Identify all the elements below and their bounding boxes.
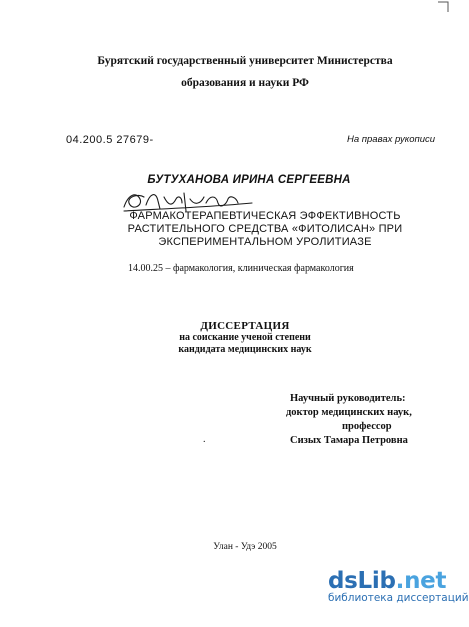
title-line-2: РАСТИТЕЛЬНОГО СРЕДСТВА «ФИТОЛИСАН» ПРИ — [127, 223, 403, 235]
author-name: БУТУХАНОВА ИРИНА СЕРГЕЕВНА — [147, 174, 351, 186]
watermark-brand-main: dsLib — [328, 568, 396, 594]
institution-header — [80, 50, 410, 94]
specialty-code: 14.00.25 – фармакология, клиническая фармакология — [128, 263, 354, 274]
supervisor-name: Сизых Тамара Петровна — [290, 435, 408, 446]
supervisor-rank: профессор — [342, 421, 392, 432]
watermark-subtitle: библиотека диссертаций — [328, 592, 469, 604]
dissertation-heading: ДИССЕРТАЦИЯ — [200, 320, 290, 332]
title-line-1: ФАРМАКОТЕРАПЕВТИЧЕСКАЯ ЭФФЕКТИВНОСТЬ — [129, 210, 401, 222]
archive-number: 04.200.5 27679- — [66, 134, 154, 146]
watermark-brand-tld: .net — [395, 568, 447, 594]
watermark-logo — [328, 568, 469, 624]
dissertation-block — [140, 320, 350, 356]
rights-notice: На правах рукописи — [347, 134, 436, 145]
supervisor-label: Научный руководитель: — [290, 393, 406, 404]
degree-line-2: кандидата медицинских наук — [178, 344, 312, 355]
dissertation-title — [100, 210, 430, 249]
supervisor-degree: доктор медицинских наук, — [286, 407, 412, 418]
corner-mark — [436, 0, 450, 14]
stray-dot: . — [203, 434, 206, 445]
degree-line-1: на соискание ученой степени — [179, 332, 311, 343]
institution-line-1: Бурятский государственный университет Министерства — [97, 55, 393, 67]
supervisor-block — [286, 392, 420, 448]
watermark-brand — [328, 568, 450, 594]
title-line-3: ЭКСПЕРИМЕНТАЛЬНОМ УРОЛИТИАЗЕ — [158, 236, 372, 248]
city-year: Улан - Удэ 2005 — [213, 542, 277, 552]
institution-line-2: образования и науки РФ — [181, 77, 309, 89]
